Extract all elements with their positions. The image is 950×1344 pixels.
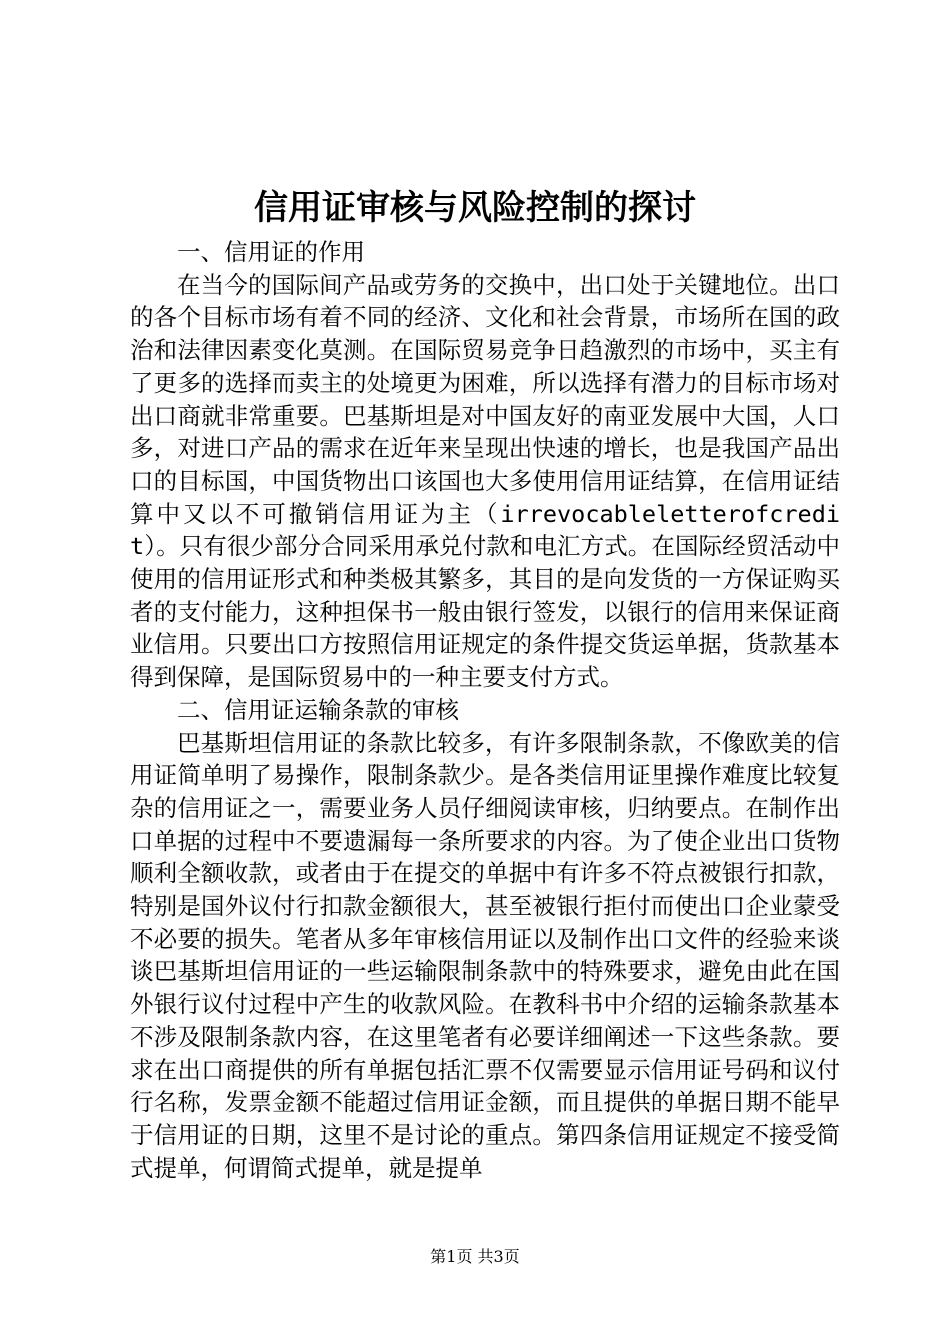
section-heading-2: 二、信用证运输条款的审核: [177, 695, 459, 724]
section-paragraph-2: 巴基斯坦信用证的条款比较多，有许多限制条款，不像欧美的信用证简单明了易操作，限制条款少。是各类信用证里操作难度比较复杂的信用证之一，需要业务人员仔细阅读审核，归纳要点。在制作出口单据的过程中不要遗漏每一条所要求的内容。为了使企业出口货物顺利全额收款，或者由于在提交的单据中有许多不符点被银行扣款，特别是国外议付行扣款金额很大，甚至被银行拒付而使出口企业蒙受不必要的损失。笔者从多年审核信用证以及制作出口文件的经验来谈谈巴基斯坦信用证的一些运输限制条款中的特殊要求，避免由此在国外银行议付过程中产生的收款风险。在教科书中介绍的运输条款基本不涉及限制条款内容，在这里笔者有必要详细阐述一下这些条款。要求在出口商提供的所有单据包括汇票不仅需要显示信用证号码和议付行名称，发票金额不能超过信用证金额，而且提供的单据日期不能早于信用证的日期，这里不是讨论的重点。第四条信用证规定不接受简式提单，何谓简式提单，就是提单: [130, 728, 840, 1182]
document-title: 信用证审核与风险控制的探讨: [254, 188, 696, 228]
section-paragraph-1: 在当今的国际间产品或劳务的交换中，出口处于关键地位。出口的各个目标市场有着不同的经济、文化和社会背景，市场所在国的政治和法律因素变化莫测。在国际贸易竞争日趋激烈的市场中，买主有了更多的选择而卖主的处境更为困难，所以选择有潜力的目标市场对出口商就非常重要。巴基斯坦是对中国友好的南亚发展中大国，人口多，对进口产品的需求在近年来呈现出快速的增长，也是我国产品出口的目标国，中国货物出口该国也大多使用信用证结算，在信用证结算中又以不可撤销信用证为主（irrevocableletterofcredit）。只有很少部分合同采用承兑付款和电汇方式。在国际经贸活动中使用的信用证形式和种类极其繁多，其目的是向发货的一方保证购买者的支付能力，这种担保书一般由银行签发，以银行的信用来保证商业信用。只要出口方按照信用证规定的条件提交货运单据，货款基本得到保障，是国际贸易中的一种主要支付方式。: [130, 270, 840, 692]
section-heading-1: 一、信用证的作用: [177, 238, 365, 266]
page-footer: 第1页 共3页: [430, 1247, 520, 1266]
document-body: [130, 236, 840, 1184]
